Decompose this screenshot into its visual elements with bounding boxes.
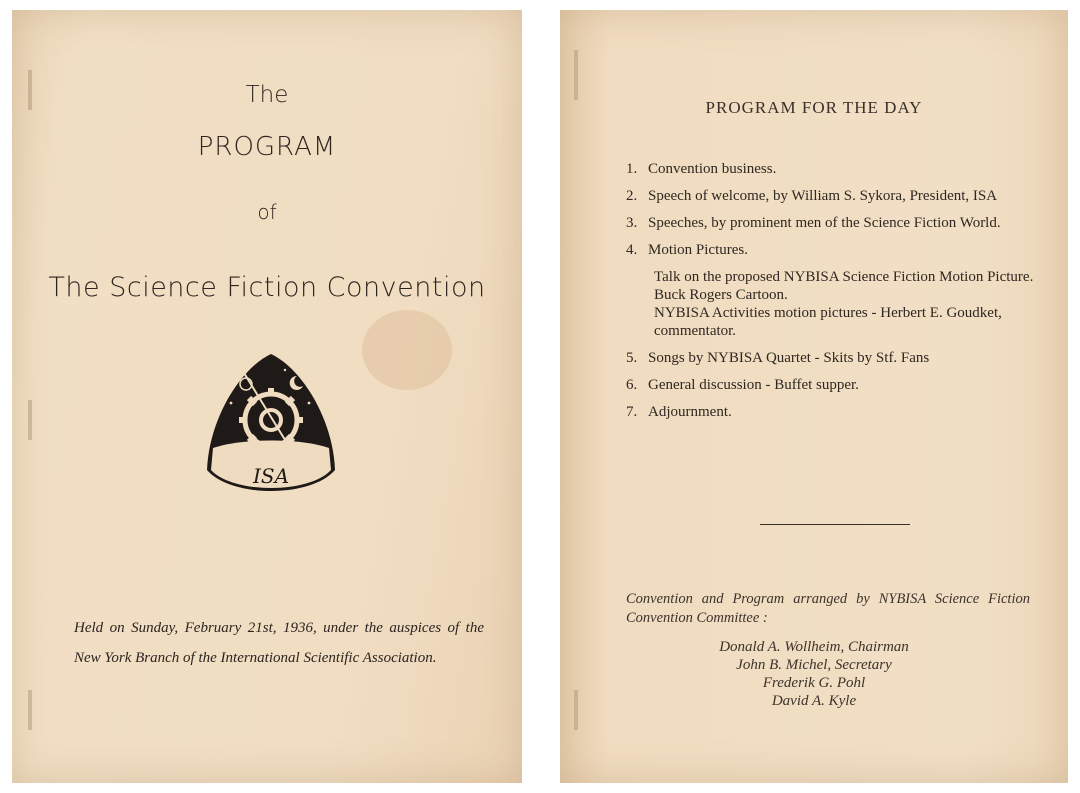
cover-title-convention: The Science Fiction Convention: [48, 272, 486, 303]
cover-title-program: PROGRAM: [197, 132, 337, 162]
item-number: 5.: [626, 350, 638, 366]
program-item: [626, 241, 1036, 340]
item-number: 1.: [626, 161, 638, 177]
item-text: Adjournment.: [648, 404, 732, 420]
cover-title-of: of: [257, 200, 277, 224]
program-list: [626, 160, 1036, 430]
committee-list: [560, 638, 1068, 710]
program-item: [626, 187, 1036, 205]
item-text: Convention business.: [648, 161, 777, 177]
program-item: [626, 403, 1036, 421]
committee-member: Frederik G. Pohl: [762, 675, 866, 691]
item-text: Motion Pictures.: [648, 242, 748, 258]
item-number: 7.: [626, 404, 638, 420]
program-item: [626, 214, 1036, 232]
emblem-lettering: ISA: [252, 464, 290, 488]
committee-member: David A. Kyle: [771, 693, 857, 709]
paper-stain: [362, 310, 452, 390]
isa-emblem-icon: [201, 348, 341, 508]
sub-item: Buck Rogers Cartoon.: [654, 287, 788, 303]
program-item: [626, 160, 1036, 178]
item-number: 2.: [626, 188, 638, 204]
item-number: 6.: [626, 377, 638, 393]
program-page: [560, 10, 1068, 783]
item-text: Songs by NYBISA Quartet - Skits by Stf. Fans: [648, 350, 930, 366]
program-item: [626, 349, 1036, 367]
committee-member: Donald A. Wollheim, Chairman: [719, 639, 909, 655]
program-item: [626, 376, 1036, 394]
program-heading: PROGRAM FOR THE DAY: [705, 98, 923, 117]
cover-held-text: Held on Sunday, February 21st, 1936, under the auspices of the New York Branch of the International Scientific Association.: [74, 620, 484, 666]
motion-picture-details: [648, 268, 1036, 340]
cover-title-the: The: [245, 82, 289, 108]
binding-mark: [28, 690, 32, 730]
item-text: General discussion - Buffet supper.: [648, 377, 859, 393]
item-text: Speech of welcome, by William S. Sykora, President, ISA: [648, 188, 998, 204]
sub-item: Talk on the proposed NYBISA Science Fiction Motion Picture.: [654, 269, 1034, 285]
item-number: 4.: [626, 242, 638, 258]
binding-mark: [28, 400, 32, 440]
section-divider: [760, 524, 910, 525]
sub-item: NYBISA Activities motion pictures - Herbert E. Goudket, commentator.: [654, 305, 1002, 339]
committee-member: John B. Michel, Secretary: [736, 657, 892, 673]
binding-mark: [574, 50, 578, 100]
arranged-by-text: Convention and Program arranged by NYBISA Science Fiction Convention Committee :: [626, 591, 1030, 626]
item-number: 3.: [626, 215, 638, 231]
item-text: Speeches, by prominent men of the Science Fiction World.: [648, 215, 1001, 231]
cover-page: [12, 10, 522, 783]
